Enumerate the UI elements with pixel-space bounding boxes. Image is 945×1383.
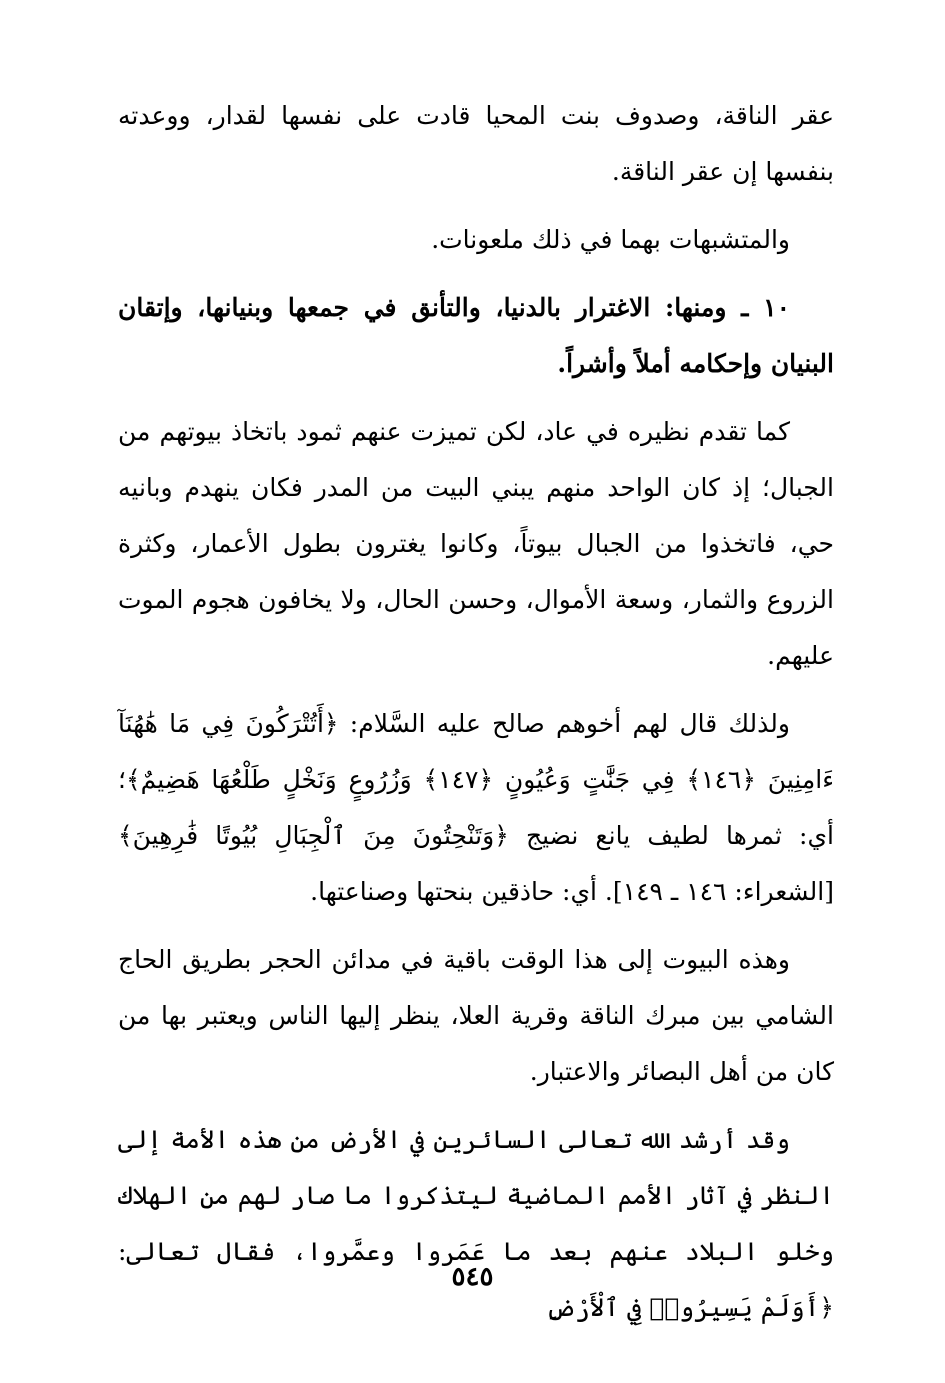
paragraph-3-heading: ١٠ ـ ومنها: الاغترار بالدنيا، والتأنق في جمعها وبنيانها، وإتقان البنيان وإحكامه أملاً وأشراً. <box>118 293 834 378</box>
paragraph-6: وهذه البيوت إلى هذا الوقت باقية في مدائن الحجر بطريق الحاج الشامي بين مبرك الناقة وقرية العلا، ينظر إليها الناس ويعتبر بها من كان من أهل البصائر والاعتبار. <box>118 945 834 1086</box>
page-body <box>118 88 834 1336</box>
paragraph-4: كما تقدم نظيره في عاد، لكن تميزت عنهم ثمود باتخاذ بيوتهم من الجبال؛ إذ كان الواحد منهم يبني البيت من المدر فكان ينهدم وبانيه حي، فاتخذوا من الجبال بيوتاً، وكانوا يغترون بطول الأعمار، وكثرة الزروع والثمار، وسعة الأموال، وحسن الحال، ولا يخافون هجوم الموت عليهم. <box>118 417 834 670</box>
paragraph-7: وقد أرشد الله تعالى السائرين في الأرض من هذه الأمة إلى النظر في آثار الأمم الماضية ليتذكروا ما صار لهم من الهلاك وخلو البلاد عنهم بعد ما عَمَروا وعمَّروا، فقال تعالى: ﴿أَوَلَمْ يَسِيرُوا۟ فِي ٱلْأَرْضِ <box>118 1125 834 1322</box>
paragraph-1: عقر الناقة، وصدوف بنت المحيا قادت على نفسها لقدار، ووعدته بنفسها إن عقر الناقة. <box>118 101 834 186</box>
paragraph-2: والمتشبهات بهما في ذلك ملعونات. <box>431 225 790 254</box>
page-number: ٥٤٥ <box>451 1262 494 1292</box>
paragraph-5-quran: ولذلك قال لهم أخوهم صالح عليه السَّلام: ﴿أَتُتْرَكُونَ فِي مَا هَٰهُنَآ ءَامِنِينَ ﴿١٤٦﴾ فِي جَنَّٰتٍ وَعُيُونٍ ﴿١٤٧﴾ وَزُرُوعٍ وَنَخْلٍ طَلْعُهَا هَضِيمٌ﴾؛ أي: ثمرها لطيف يانع نضيج ﴿وَتَنْحِتُونَ مِنَ ٱلْجِبَالِ بُيُوتًا فَٰرِهِينَ﴾ [الشعراء: ١٤٦ ـ ١٤٩]. أي: حاذقين بنحتها وصناعتها. <box>118 709 834 906</box>
